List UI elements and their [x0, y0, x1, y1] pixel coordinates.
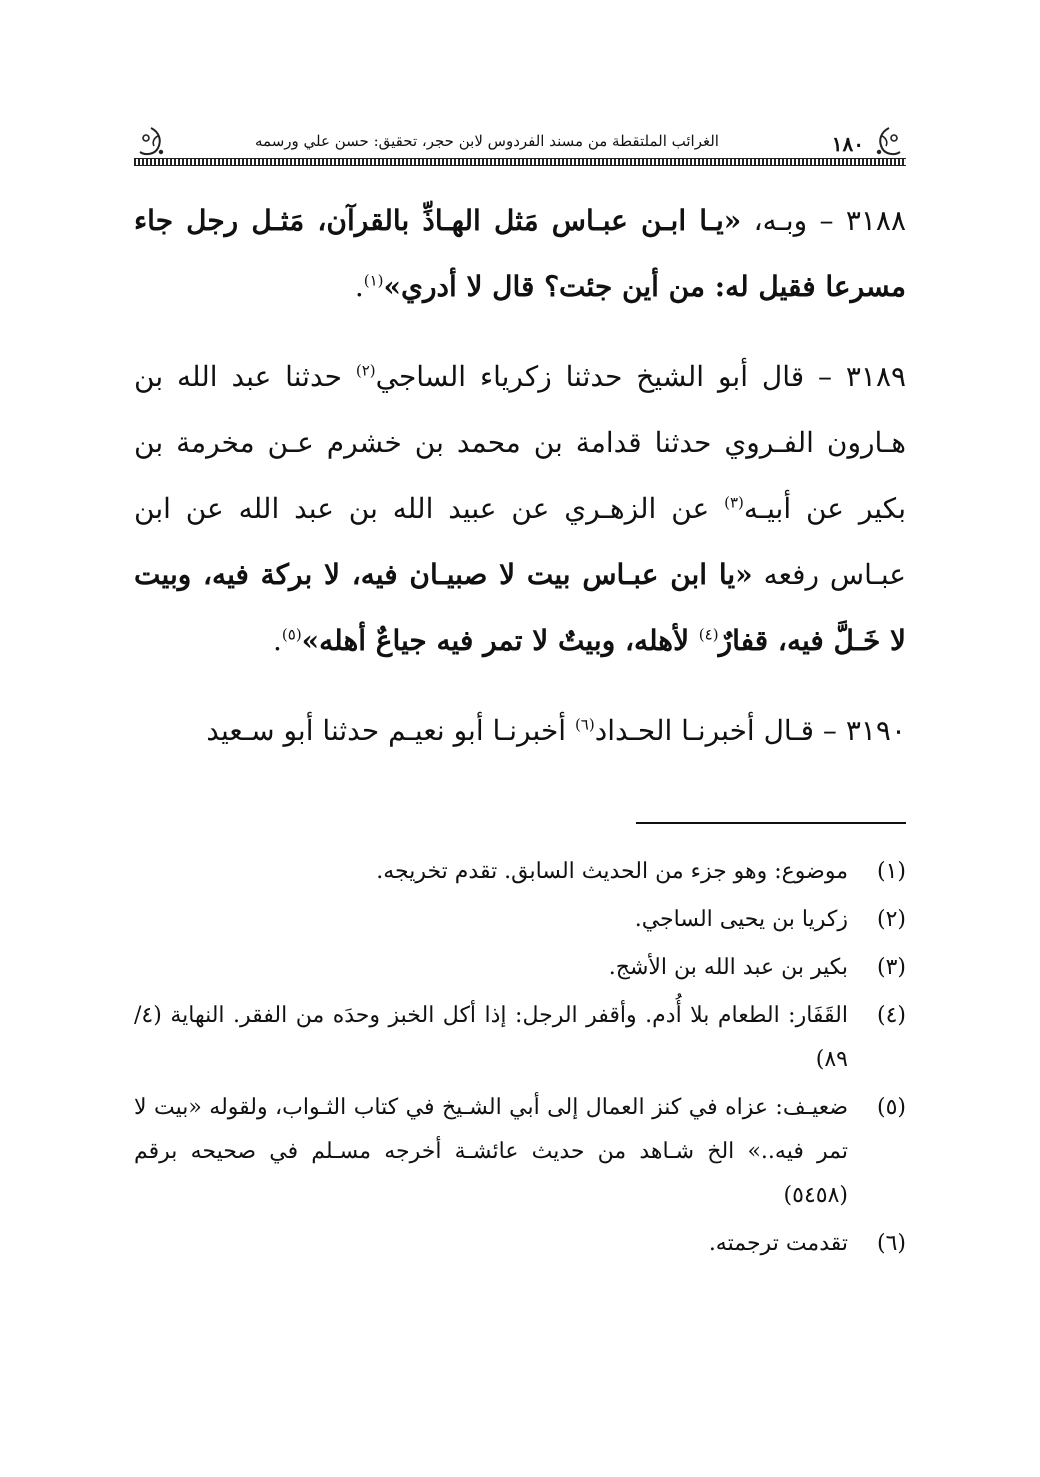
- ornament-icon: [872, 126, 906, 158]
- footnote-item: [134, 946, 906, 990]
- footnote-separator: [636, 822, 906, 824]
- footnote-text: القَفَار: الطعام بلا أُدم. وأقفر الرجل: إذا أكل الخبز وحدَه من الفقر. النهاية (٤/ ٨٩): [134, 1003, 848, 1072]
- footnote-number: (٣): [876, 955, 906, 980]
- main-text: [134, 188, 906, 764]
- footnote-item: [134, 850, 906, 894]
- footnotes: [134, 850, 906, 1270]
- footnote-item: [134, 1222, 906, 1266]
- page-number: ١٨٠: [831, 132, 864, 156]
- footnote-number: (١): [876, 859, 906, 884]
- footnote-number: (٦): [876, 1231, 906, 1256]
- footnote-text: زكريا بن يحيى الساجي.: [634, 907, 848, 932]
- footnote-ref[interactable]: (١): [363, 271, 384, 290]
- ornament-icon: [134, 126, 168, 158]
- footnote-number: (٢): [876, 907, 906, 932]
- footnote-item: [134, 898, 906, 942]
- hadith-3189: ٣١٨٩ – قال أبو الشيخ حدثنا زكرياء الساجي$^{(٢)}$ حدثنا عبد الله بن هـارون الفـروي حدثنا قدامة بن محمد بن خشرم عـن مخرمة بن بكير عن أبيـه$^{(٣)}$ عن الزهـري عن عبيد الله بن عبد الله عن ابن عبـاس رفعه «يا ابن عبـاس بيت لا صبيـان فيه، لا بركة فيه، وبيت لا خَـلَّ فيه، قفارٌ$^{(٤)}$ لأهله، وبيتٌ لا تمر فيه جياعٌ أهله»$^{(٥)}$.: [134, 360, 907, 657]
- footnote-number: (٥): [876, 1095, 906, 1120]
- footnote-ref[interactable]: (٥): [281, 625, 302, 644]
- footnote-item: [134, 1086, 906, 1218]
- footnote-item: [134, 994, 906, 1082]
- footnote-text: موضوع: وهو جزء من الحديث السابق. تقدم تخريجه.: [376, 859, 848, 884]
- footnote-ref[interactable]: (٤): [698, 625, 719, 644]
- hadith-3190: ٣١٩٠ – قـال أخبرنـا الحـداد$^{(٦)}$ أخبرنـا أبو نعيـم حدثنا أبو سـعيد: [206, 714, 906, 747]
- header-rule: [134, 158, 906, 166]
- footnote-ref[interactable]: (٣): [724, 493, 744, 512]
- hadith-3188: ٣١٨٨ – وبـه، «يـا ابـن عبـاس مَثل الهـاذِّ بالقرآن، مَثـل رجل جاء مسرعا فقيل له: من أين جئت؟ قال لا أدري»$^{(١)}$.: [134, 204, 906, 303]
- footnote-text: بكير بن عبد الله بن الأشج.: [608, 955, 848, 980]
- footnote-text: تقدمت ترجمته.: [708, 1231, 848, 1256]
- running-title: الغرائب الملتقطة من مسند الفردوس لابن حجر، تحقيق: حسن علي ورسمه: [255, 132, 719, 150]
- footnote-text: ضعيـف: عزاه في كنز العمال إلى أبي الشـيخ في كتاب الثـواب، ولقوله «بيت لا تمر فيه..» الخ شـاهد من حديث عائشـة أخرجه مسـلم في صحيحه برقم (٥٤٥٨): [134, 1095, 848, 1208]
- footnote-ref[interactable]: (٦): [574, 715, 595, 734]
- footnote-ref[interactable]: (٢): [355, 361, 376, 380]
- footnote-number: (٤): [876, 1003, 906, 1028]
